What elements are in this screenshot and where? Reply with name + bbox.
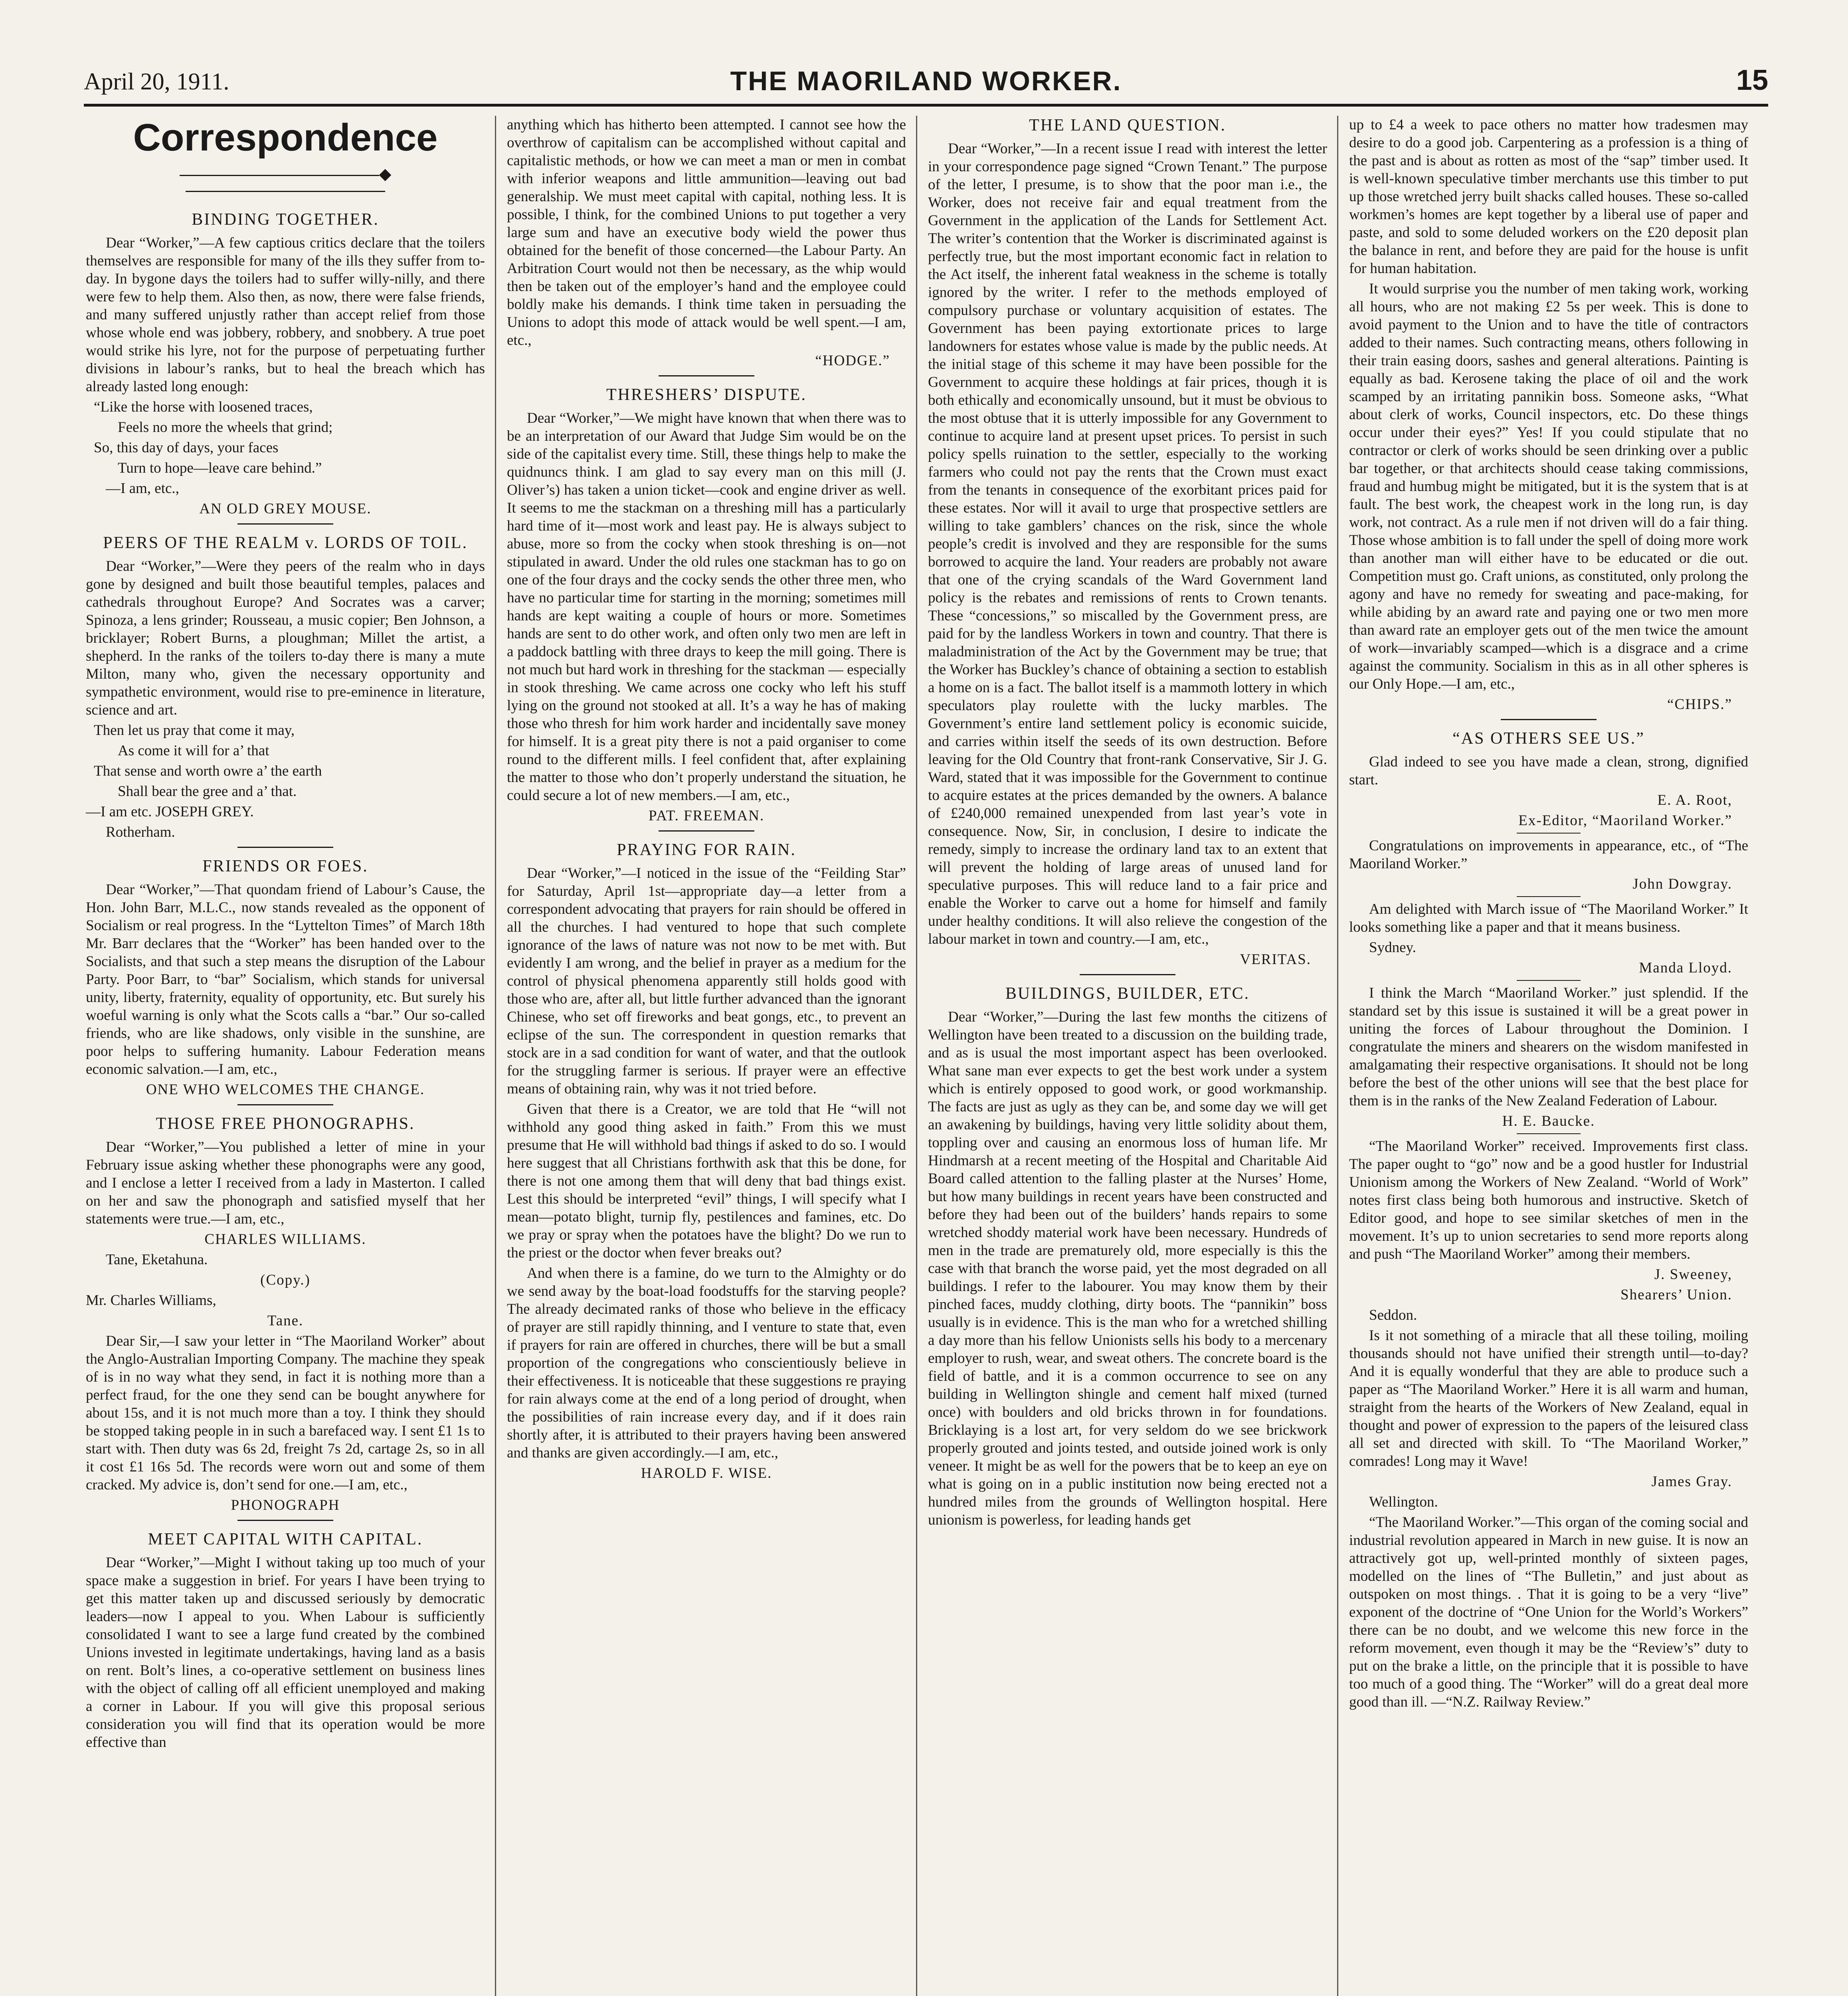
letter-body: up to £4 a week to pace others no matter how tradesmen may desire to do a good job. Carpentering as a profession is a thing of the past and is about as rotten as most of the “sap” timber used. It is well-known speculative timber merchants use this timber to put up those wretched jerry built shacks called houses. These so-called workmen’s homes are kept together by a liberal use of paper and paste, and sold to some deluded workers on the £20 deposit plan the balance in rent, and before they are paid for the house is unfit for human habitation.: [1349, 117, 1748, 277]
letter-signature: John Dowgray.: [1632, 876, 1732, 892]
letter-signature: ONE WHO WELCOMES THE CHANGE.: [146, 1081, 425, 1098]
letter-heading: THOSE FREE PHONOGRAPHS.: [156, 1115, 415, 1133]
letter-body: Given that there is a Creator, we are told that He “will not withhold any good thing asked in faith.” From this we must presume that He will withhold bad things if asked to do so. I would here suggest that all Christians forthwith ask that this be done, for there is not one among them that will deny that bad things exist. Lest this should be interpreted “evil” things, I will specify what I mean—potato blight, turnip fly, pestilences and famines, etc. Do we pray or spray when the potatoes have the blight? Do we run to the priest or the doctor when fever breaks out?: [507, 1101, 906, 1261]
letter-addressee: Mr. Charles Williams,: [86, 1292, 216, 1309]
letter-signature: “HODGE.”: [815, 352, 890, 369]
separator-rule: [1080, 974, 1175, 975]
letter-signature: CHARLES WILLIAMS.: [204, 1231, 366, 1248]
masthead-title: THE MAORILAND WORKER.: [730, 66, 1122, 96]
separator-rule: [1517, 980, 1581, 981]
letter-signature: —I am etc. JOSEPH GREY.: [86, 804, 254, 820]
letter-heading: BUILDINGS, BUILDER, ETC.: [1005, 984, 1250, 1003]
letter-body: Is it not something of a miracle that all these toiling, moiling thousands should not have unified their strength until—to-day? And it is equally wonderful that they are able to produce such a paper as “The Maoriland Worker.” Here it is all warm and human, straight from the hearts of the Workers of New Zealand, equal in thought and power of expression to the papers of the leisured class all set and directed with skill. To “The Maoriland Worker,” comrades! Long may it Wave!: [1349, 1327, 1748, 1469]
column-3: [928, 116, 1327, 1531]
letter-place: Sydney.: [1369, 939, 1416, 956]
issue-date: April 20, 1911.: [84, 68, 230, 95]
letter-signature: PHONOGRAPH: [231, 1497, 340, 1513]
page-header: [84, 60, 1768, 107]
column-1: [86, 116, 485, 1754]
letter-signature: Shearers’ Union.: [1620, 1287, 1732, 1303]
separator-rule: [1517, 1133, 1581, 1134]
letter-place: Rotherham.: [106, 824, 175, 840]
verse-line: Feels no more the wheels that grind;: [118, 419, 333, 436]
verse-line: Then let us pray that come it may,: [94, 722, 295, 739]
letter-heading: PEERS OF THE REALM v. LORDS OF TOIL.: [103, 534, 468, 552]
letter-signature: E. A. Root,: [1657, 792, 1732, 808]
verse-line: That sense and worth owre a’ the earth: [94, 763, 322, 779]
section-title: Correspondence: [133, 116, 438, 159]
letter-signature: H. E. Baucke.: [1502, 1113, 1595, 1129]
separator-rule: [237, 523, 333, 525]
letter-body: “The Maoriland Worker” received. Improvements first class. The paper ought to “go” now and be a good hustler for Industrial Unionism among the Workers of New Zealand. “World of Work” notes first class being both humorous and instructive. Sketch of Editor good, and hope to see similar sketches of men in the movement. It’s up to union secretaries to send more reports along and push “The Maoriland Worker” among their members.: [1349, 1138, 1748, 1262]
letter-body: Dear “Worker,”—I noticed in the issue of the “Feilding Star” for Saturday, April 1st—appropriate day—a letter from a correspondent advocating that prayers for rain should be offered in all the churches. I had ventured to hope that such complete ignorance of the laws of nature was not now to be met with. But evidently I am wrong, and the belief in prayer as a medium for the control of physical phenomena apparently still holds good with those who are, after all, but little further advanced than the ignorant Chinese, who set off fireworks and beat gongs, etc., to prevent an eclipse of the sun. The correspondent in question remarks that stock are in a sad condition for want of water, and that the outlook for the struggling farmer is serious. If prayer were an effective means of obtaining rain, why was it not tried before.: [507, 865, 906, 1097]
letter-body: Congratulations on improvements in appearance, etc., of “The Maoriland Worker.”: [1349, 838, 1748, 872]
separator-rule: [237, 1520, 333, 1521]
letter-signature: HAROLD F. WISE.: [641, 1465, 772, 1481]
letter-body: Dear “Worker,”—We might have known that when there was to be an interpretation of our Award that Judge Sim would be on the side of the capitalist every time. Still, these things help to make the quidnuncs think. I am glad to say every man on this mill (J. Oliver’s) has taken a union ticket—cook and engine driver as well. It seems to me the stackman on a threshing mill has a particularly hard time of it—most work and least pay. He is always subject to abuse, more so from the cocky when stook threshing is on—not stipulated in award. Under the old rules one stackman has to go on one of the four drays and the cocky sends the other three men, who have no particular time for starting in the morning; sometimes mill hands are kept waiting a couple of hours or more. Sometimes hands are sent to do other work, and often only two men are left in a paddock battling with three drays to keep the mill going. There is not much but hard work in threshing for the stackman — especially in stook threshing. We came across one cocky who left his stuff lying on the ground not stooked at all. It’s a way he has of making those who thresh for him work harder and incidentally save money for himself. It is a great pity there is not a paid organiser to come round to the different mills. I feel confident that, after explaining the matter to those who don’t properly understand the situation, he could secure a lot of new members.—I am, etc.,: [507, 410, 906, 804]
column-rule: [916, 116, 917, 1996]
letter-body: Dear Sir,—I saw your letter in “The Maoriland Worker” about the Anglo-Australian Importing Company. The machine they speak of is in no way what they send, in fact it is nothing more than a perfect fraud, for the one they send can be bought anywhere for about 15s, and it is not much more than a toy. I think they should be stopped taking people in in such a barefaced way. I sent £1 1s to start with. Then duty was 6s 2d, freight 7s 2d, cartage 2s, so in all it cost £1 16s 5d. The records were worn out and some of them cracked. My advice is, don’t send for one.—I am, etc.,: [86, 1333, 485, 1493]
letter-heading: FRIENDS OR FOES.: [202, 857, 368, 875]
letter-body: Dear “Worker,”—In a recent issue I read with interest the letter in your correspondence page signed “Crown Tenant.” The purpose of the letter, I presume, is to show that the poor man i.e., the Worker, does not receive fair and equal treatment from the Government in the application of the Lands for Settlement Act. The writer’s contention that the Worker is discriminated against is perfectly true, but the most important economic fact in relation to the Act itself, the inherent fatal weakness in the scheme is totally ignored by the writer. I refer to the methods employed of compulsory purchase or voluntary acquisition of estates. The Government has been paying extortionate prices to large landowners for estates whose value is made by the public needs. At the initial stage of this scheme it may have been possible for the Government to acquire these holdings at fair prices, though it is both ethically and economically unsound, but it must be obvious to the most obtuse that it is utterly impossible for any Government to continue to acquire land at present upset prices. To persist in such policy spells ruination to the settler, especially to the working farmers who could not pay the rents that the Crown must exact from the tenants in consequence of the exorbitant prices paid for these estates. Nor will it avail to urge that prospective settlers are willing to take gamblers’ chances on the risk, since the whole people’s credit is involved and they are responsible for the sums borrowed to acquire the land. Your readers are probably not aware that one of the crying scandals of the Ward Government land policy is the rebates and remissions of rents to Crown tenants. These “concessions,” so miscalled by the Government press, are paid for by the landless Workers in town and country. That there is maladministration of the Act by the Government may be true; that the Worker has Buckley’s chance of obtaining a section to establish a home on is a fact. The ballot itself is a mammoth lottery in which speculators play roulette with the lucky marbles. The Government’s entire land settlement policy is economic suicide, and carries within itself the seeds of its own destruction. Before leaving for the Old Country that front-rank Conservative, Sir J. G. Ward, stated that it was impossible for the Government to continue to acquire estates at the prices demanded by the owners. A balance of £240,000 remained unexpended from last year’s vote in consequence. Now, Sir, in conclusion, I desire to indicate the remedy, simply to increase the ordinary land tax to an extent that will prevent the holding of large areas of unused land for speculative purposes. This will reduce land to a fair price and enable the Worker to carve out a home for himself and family under healthy conditions. It will also relieve the congestion of the labour market in town and country.—I am, etc.,: [928, 141, 1327, 947]
separator-rule: [237, 1104, 333, 1105]
letter-body: Dear “Worker,”—You published a letter of mine in your February issue asking whether these phonographs were any good, and I enclose a letter I received from a lady in Masterton. I called on her and saw the phonograph and satisfied myself that her statements were true.—I am, etc.,: [86, 1139, 485, 1227]
letter-place: Seddon.: [1369, 1307, 1417, 1323]
letter-signature: Ex-Editor, “Maoriland Worker.”: [1518, 812, 1732, 829]
letter-addressee-place: Tane.: [267, 1313, 304, 1329]
verse-line: Turn to hope—leave care behind.”: [118, 460, 322, 476]
letter-body: Glad indeed to see you have made a clean, strong, dignified start.: [1349, 754, 1748, 788]
letter-heading: MEET CAPITAL WITH CAPITAL.: [148, 1530, 423, 1548]
letter-body: And when there is a famine, do we turn to the Almighty or do we send away by the boat-load foodstuffs for the starving people? The already decimated ranks of those who believe in the efficacy of prayer are still rapidly thinning, and I venture to state that, even if prayers for rain are offered in churches, there will be but a small proportion of the congregations who conscientiously believe in their effectiveness. It is noticeable that these suggestions re praying for rain always come at the end of a long period of drought, when the possibilities of rain increase every day, and if it does rain shortly after, it is attributed to their prayers having been answered and thanks are given accordingly.—I am, etc.,: [507, 1265, 906, 1461]
letter-signature: J. Sweeney,: [1654, 1266, 1732, 1283]
letter-place: Wellington.: [1369, 1494, 1438, 1510]
letter-body: Dear “Worker,”—Might I without taking up too much of your space make a suggestion in brief. For years I have been trying to get this matter taken up and discussed seriously by democratic leaders—now I appeal to you. When Labour is sufficiently consolidated I want to see a large fund created by the combined Unions invested in legitimate undertakings, having land as a basis on rent. Bolt’s lines, a co-operative settlement on business lines with the object of calling off all efficient unemployed and making a corner in Labour. If you will give this proposal serious consideration you will find that its operation would be more effective than: [86, 1554, 485, 1750]
letter-body: Am delighted with March issue of “The Maoriland Worker.” It looks something like a paper and that it means business.: [1349, 901, 1748, 935]
letter-signature: James Gray.: [1651, 1473, 1732, 1490]
separator-rule: [1501, 719, 1597, 720]
verse-line: Shall bear the gree and a’ that.: [118, 783, 297, 800]
letter-signature: PAT. FREEMAN.: [648, 808, 765, 824]
letter-place: Tane, Eketahuna.: [106, 1251, 208, 1268]
separator-rule: [1517, 833, 1581, 834]
title-ornament: ◆: [86, 166, 485, 198]
letter-signature: AN OLD GREY MOUSE.: [199, 501, 372, 517]
copy-note: (Copy.): [260, 1272, 311, 1288]
separator-rule: [1517, 896, 1581, 897]
letter-body: Dear “Worker,”—Were they peers of the realm who in days gone by designed and built those beautiful temples, palaces and cathedrals throughout Europe? And Socrates was a carver; Spinoza, a lens grinder; Rousseau, a music copier; Ben Johnson, a bricklayer; Robert Burns, a ploughman; Millet the artist, a shepherd. In the ranks of the toilers to-day there is many a mute Milton, many who, given the necessary opportunity and sympathetic environment, would rise to pre-eminence in literature, science and art.: [86, 558, 485, 718]
letter-body: Dear “Worker,”—A few captious critics declare that the toilers themselves are responsible for many of the ills they suffer from to-day. In bygone days the toilers had to suffer willy-nilly, and there were few to help them. Also then, as now, there were false friends, and many suffered unjustly rather than accept relief from those whose whole end was jobbery, robbery, and snobbery. A true poet would strike his lyre, not for the purpose of perpetuating further divisions in labour’s ranks, but to heal the breach which has already lasted long enough:: [86, 235, 485, 395]
verse-line: “Like the horse with loosened traces,: [94, 399, 313, 415]
letter-body: Dear “Worker,”—During the last few months the citizens of Wellington have been treated to a discussion on the building trade, and as is usual the most important aspect has been overlooked. What sane man ever expects to get the best work under a system which is entirely opposed to good work, or good workmanship. The facts are just as ugly as they can be, and some day we will get an awakening by buildings, having very little solidity about them, toppling over and causing an enormous loss of human life. Mr Hindmarsh at a recent meeting of the Hospital and Charitable Aid Board called attention to the falling plaster at the Nurses’ Home, but how many buildings in recent years have been constructed and before they had been out of the builders’ hands repairs to some wretched shoddy material work have been necessary. Hundreds of men in the trade are prematurely old, more especially is this the case with that branch the worse paid, yet the most degraded on all buildings. I refer to the labourer. You may know them by their pinched faces, muddy clothing, dirty boots. The “pannikin” boss usually is in evidence. This is the man who for a wretched shilling a day more than his fellow Unionists sells his body to a mercenary employer to rush, wear, and sweat others. The concrete board is the field of battle, and it is a common occurrence to see on any building in Wellington shingle and cement half mixed (turned once) with boulders and old bricks thrown in for foundations. Bricklaying is a lost art, for very seldom do we see brickwork properly grouted and joints tested, and outside joined work is only veneer. It might be as well for the powers that be to keep an eye on what is going on in a public institution now being erected not a hundred miles from the grounds of Wellington hospital. Here unionism is powerless, for leading hands get: [928, 1009, 1327, 1528]
verse-line: So, this day of days, your faces: [94, 440, 279, 456]
verse-line: As come it will for a’ that: [118, 743, 269, 759]
letter-body: anything which has hitherto been attempted. I cannot see how the overthrow of capitalism can be accomplished without capital and capitalistic methods, or how we can meet a man or men in combat with inferior weapons and little ammunition—leaving out bad generalship. We must meet capital with capital, nothing less. It is possible, I think, for the combined Unions to put together a very large sum and have an executive body wield the power thus obtained for the benefit of those concerned—the Labour Party. An Arbitration Court would not then be necessary, as the whip would then be taken out of the employer’s hand and the employee could boldly make his demands. I think time taken in persuading the Unions to adopt this mode of attack would be well spent.—I am, etc.,: [507, 117, 906, 349]
column-4: [1349, 116, 1748, 1713]
separator-rule: [659, 375, 754, 376]
letter-heading: THRESHERS’ DISPUTE.: [606, 386, 807, 404]
letter-heading: THE LAND QUESTION.: [1029, 116, 1226, 135]
letter-body: I think the March “Maoriland Worker.” just splendid. If the standard set by this issue is sustained it will be a great power in uniting the forces of Labour throughout the Dominion. I congratulate the miners and shearers on the wisdom manifested in amalgamating their respective organisations. It should not be long before the best of the other unions will see that the best place for them is in the ranks of the New Zealand Federation of Labour.: [1349, 985, 1748, 1109]
page-number: 15: [1736, 64, 1768, 96]
letter-body: It would surprise you the number of men taking work, working all hours, who are not making £2 5s per week. This is done to avoid payment to the Union and to have the title of contractors added to their names. Such contracting means, others following in their train easing doors, sashes and general alterations. Painting is equally as bad. Kerosene taking the place of oil and the work scamped by an irritating pannikin boss. Someone asks, “What about clerk of works, Council inspectors, etc. Do these things occur under their eyes?” Yes! If you could stipulate that no contractor or clerk of works should be seen drinking over a public bar together, or that architects should cease taking commissions, fraud and humbug might be mitigated, but it is the system that is at fault. The best work, the cheapest work in the long run, is day work, not contract. As a rule men if not driven will do a fair thing. Those whose ambition is to fall under the spell of doing more work than another man will either have to be educated or die out. Competition must go. Craft unions, as constituted, only prolong the agony and have no remedy for sweating and pace-making, for while abiding by an award rate and paying one or two men more than award rate an employer gets out of the men twice the amount of work—invariably scamped—which is a disgrace and a crime against the community. Socialism in this as in all other spheres is our Only Hope.—I am, etc.,: [1349, 281, 1748, 692]
letter-body: “The Maoriland Worker.”—This organ of the coming social and industrial revolution appeared in March in new guise. It is now an attractively got up, well-printed monthly of sixteen pages, modelled on the lines of “The Bulletin,” and just about as outspoken on most things. . That it is going to be a very “live” exponent of the doctrine of “One Union for the World’s Workers” there can be no doubt, and we welcome this new force in the reform movement, even though it may be the “Review’s” duty to put on the brake a little, on the principle that it is possible to have too much of a good thing. The “Worker” will do a great deal more good than ill. —“N.Z. Railway Review.”: [1349, 1514, 1748, 1710]
letter-closing: —I am, etc.,: [106, 480, 179, 497]
column-rule: [1337, 116, 1338, 1996]
letter-signature: Manda Lloyd.: [1639, 960, 1732, 976]
letter-heading: “AS OTHERS SEE US.”: [1452, 729, 1645, 748]
column-rule: [495, 116, 496, 1996]
separator-rule: [237, 847, 333, 848]
letter-body: Dear “Worker,”—That quondam friend of Labour’s Cause, the Hon. John Barr, M.L.C., now stands revealed as the opponent of Socialism or real progress. In the “Lyttelton Times” of March 18th Mr. Barr declares that the “Worker” has been handed over to the Socialists, and that such a step means the disruption of the Labour Party. Poor Barr, to “bar” Socialism, which stands for universal unity, liberty, fraternity, equality of opportunity, etc. But surely his woeful warning is only what the Scots calls a “bar.” Our so-called friends, who are like shadows, only visible in the sunshine, are poor helps to suffering humanity. Labour Federation means economic salvation.—I am, etc.,: [86, 881, 485, 1077]
letter-heading: PRAYING FOR RAIN.: [617, 841, 796, 859]
letter-signature: VERITAS.: [1240, 951, 1311, 968]
letter-heading: BINDING TOGETHER.: [192, 210, 379, 229]
letter-signature: “CHIPS.”: [1667, 696, 1732, 713]
column-2: [507, 116, 906, 1485]
separator-rule: [659, 830, 754, 832]
